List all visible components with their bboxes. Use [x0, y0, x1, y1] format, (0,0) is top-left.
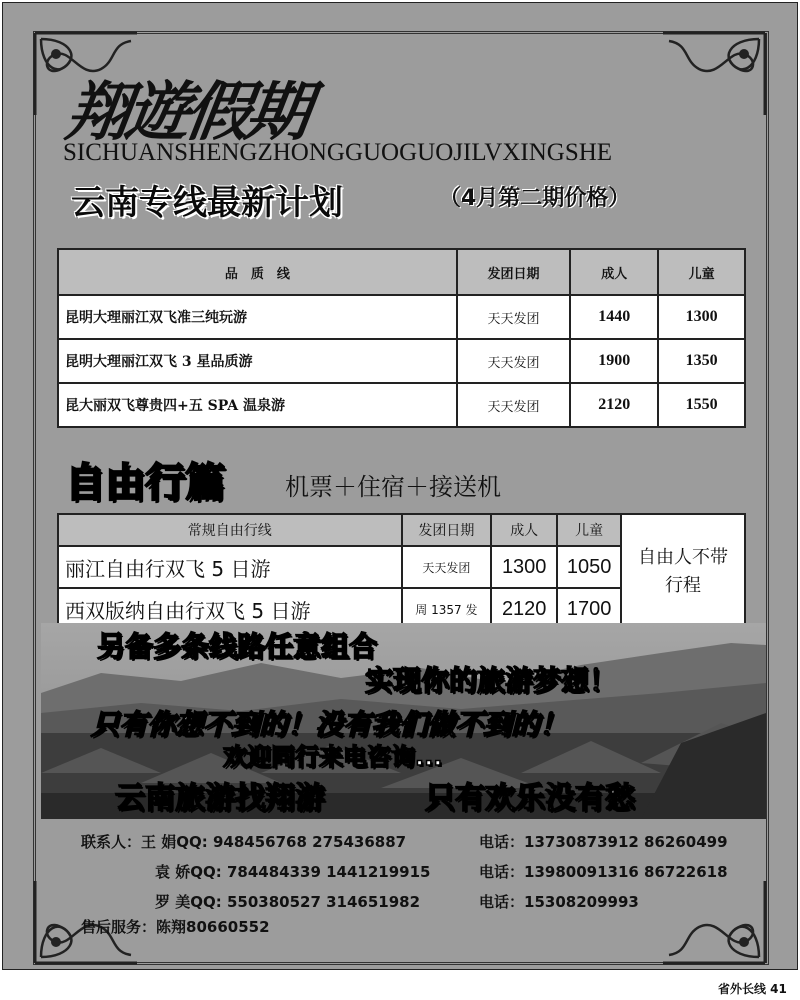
- slogan-line: 欢迎同行来电咨询...: [223, 743, 443, 771]
- contact-name: 王 娟: [141, 833, 177, 851]
- contact-label: 联系人：: [81, 833, 142, 851]
- column-header: 发团日期: [402, 514, 492, 546]
- contact-qq: QQ: 550380527 314651982: [190, 893, 421, 911]
- adult-price: 1440: [570, 295, 658, 339]
- contact-phone-row: [479, 831, 728, 852]
- contact-phone-row: [479, 891, 639, 912]
- table-row: [58, 295, 745, 339]
- brand-logo: [60, 61, 365, 150]
- page-subtitle: （4月第二期价格）: [439, 186, 631, 211]
- adult-price: 1900: [570, 339, 658, 383]
- contact-phone: 13980091316 86722618: [524, 863, 728, 881]
- contact-row: [155, 861, 430, 882]
- phone-label: 电话：: [479, 893, 525, 911]
- column-header: 常规自由行线: [58, 514, 402, 546]
- table-header-row: [58, 514, 745, 546]
- phone-label: 电话：: [479, 863, 525, 881]
- adult-price: 1300: [491, 546, 557, 588]
- table-row: [58, 383, 745, 427]
- table-header-row: [58, 249, 745, 295]
- slogan-line: 只有欢乐没有愁: [425, 781, 635, 816]
- departure-date: 天天发团: [402, 546, 492, 588]
- slogan-line: 另备多条线路任意组合: [97, 630, 378, 663]
- quality-routes-table: [57, 248, 746, 428]
- slogan-line: 实现你的旅游梦想！: [365, 664, 618, 697]
- slogan-line: 只有你想不到的！没有我们做不到的！: [91, 708, 568, 741]
- departure-date: 周 1357 发: [402, 588, 492, 630]
- corner-ornament-icon: [659, 877, 769, 967]
- contact-name: 袁 娇: [155, 863, 191, 881]
- route-name: 昆明大理丽江双飞准三纯玩游: [58, 295, 457, 339]
- after-sales-label: 售后服务：: [81, 918, 157, 936]
- free-travel-note: [621, 514, 745, 630]
- route-name: 昆明大理丽江双飞 3 星品质游: [58, 339, 457, 383]
- brand-pinyin: SICHUANSHENGZHONGGUOGUOJILVXINGSHE: [63, 139, 613, 166]
- column-header: 儿童: [658, 249, 745, 295]
- route-name: 西双版纳自由行双飞 5 日游: [58, 588, 402, 630]
- contact-phone: 15308209993: [524, 893, 639, 911]
- departure-date: 天天发团: [457, 295, 571, 339]
- column-header: 成人: [570, 249, 658, 295]
- route-name: 丽江自由行双飞 5 日游: [58, 546, 402, 588]
- brand-logo-text: 翔遊假期: [60, 75, 312, 150]
- phone-label: 电话：: [479, 833, 525, 851]
- contact-row: [155, 891, 420, 912]
- after-sales-contact: 陈翔80660552: [156, 918, 270, 936]
- contact-name: 罗 美: [155, 893, 191, 911]
- column-header: 成人: [491, 514, 557, 546]
- page-title: 云南专线最新计划: [71, 183, 343, 223]
- child-price: 1050: [557, 546, 621, 588]
- adult-price: 2120: [491, 588, 557, 630]
- contact-phone-row: [479, 861, 728, 882]
- column-header: 品 质 线: [58, 249, 457, 295]
- route-name: 昆大丽双飞尊贵四+五 SPA 温泉游: [58, 383, 457, 427]
- column-header: 儿童: [557, 514, 621, 546]
- page-section-label: 省外长线 41: [718, 982, 787, 996]
- after-sales-row: [81, 916, 270, 937]
- contact-qq: QQ: 784484339 1441219915: [190, 863, 431, 881]
- child-price: 1300: [658, 295, 745, 339]
- child-price: 1550: [658, 383, 745, 427]
- child-price: 1700: [557, 588, 621, 630]
- free-travel-subtitle: 机票＋住宿＋接送机: [285, 473, 501, 501]
- free-travel-note-text: 自由人不带行程: [638, 547, 729, 596]
- slogan-line: 云南旅游找翔游: [115, 781, 325, 816]
- departure-date: 天天发团: [457, 383, 571, 427]
- corner-ornament-icon: [659, 29, 769, 119]
- free-travel-title: 自由行篇: [65, 460, 225, 506]
- adult-price: 2120: [570, 383, 658, 427]
- table-row: [58, 339, 745, 383]
- departure-date: 天天发团: [457, 339, 571, 383]
- contact-phone: 13730873912 86260499: [524, 833, 728, 851]
- child-price: 1350: [658, 339, 745, 383]
- free-travel-table: [57, 513, 746, 631]
- contact-qq: QQ: 948456768 275436887: [176, 833, 407, 851]
- contact-row: [81, 831, 406, 852]
- advertisement-page: [2, 2, 798, 970]
- column-header: 发团日期: [457, 249, 571, 295]
